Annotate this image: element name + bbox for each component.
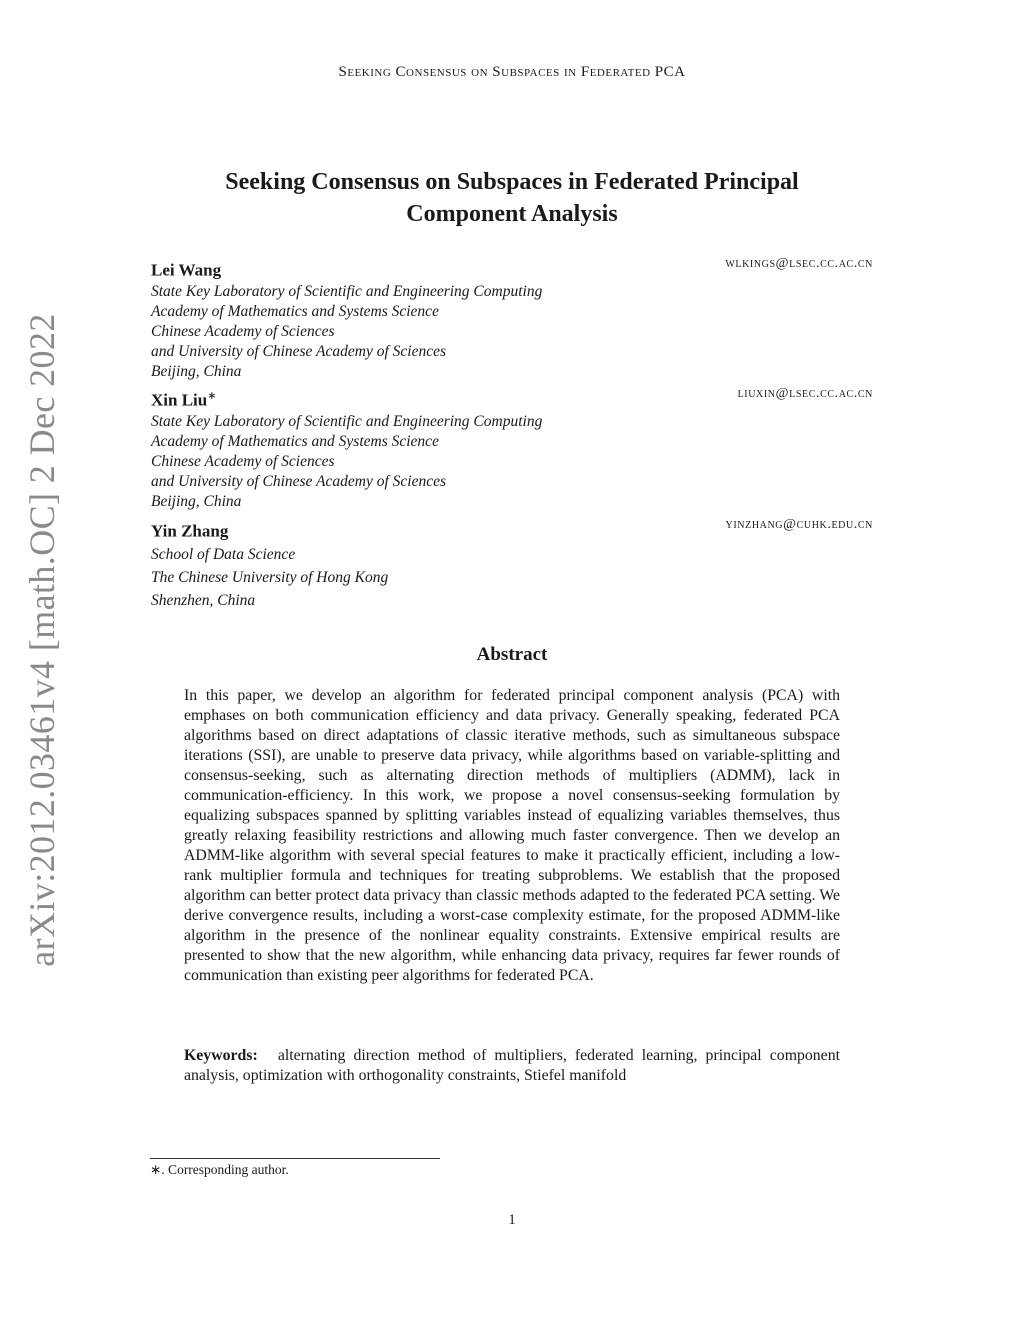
keywords-label: Keywords: [184, 1047, 258, 1064]
affiliation-line: and University of Chinese Academy of Sciences [151, 342, 446, 360]
corresponding-mark: ∗ [207, 390, 217, 402]
author-email: liuxin@lsec.cc.ac.cn [737, 386, 873, 401]
author-email: yinzhang@cuhk.edu.cn [725, 517, 873, 532]
affiliation-line: Beijing, China [151, 492, 242, 510]
affiliation-line: School of Data Science [151, 545, 296, 563]
author-block-2 [151, 385, 873, 512]
affiliation-line: State Key Laboratory of Scientific and Engineering Computing [151, 412, 543, 430]
affiliation-line: Academy of Mathematics and Systems Science [151, 432, 439, 450]
paper-title [150, 166, 874, 230]
affiliation-line: State Key Laboratory of Scientific and Engineering Computing [151, 282, 543, 300]
affiliation-line: Chinese Academy of Sciences [151, 322, 335, 340]
author-email: wlkings@lsec.cc.ac.cn [725, 256, 873, 271]
abstract-text: In this paper, we develop an algorithm for federated principal component analysis (PCA) with emphases on both communication efficiency and data privacy. Generally speaking, federated PCA algorithms based on direct adaptations of classic iterative methods, such as simultaneous subspace iterations (SSI), are unable to preserve data privacy, while algorithms based on variable-splitting and consensus-seeking, such as alternating direction methods of multipliers (ADMM), lack in communication-efficiency. In this work, we propose a novel consensus-seeking formulation by equalizing subspaces spanned by splitting variables instead of equalizing variables themselves, thus greatly relaxing feasibility restrictions and allowing much faster convergence. Then we develop an ADMM-like algorithm with several special features to make it practically efficient, including a low-rank multiplier formula and techniques for treating subproblems. We establish that the proposed algorithm can better protect data privacy than classic methods adapted to the federated PCA setting. We derive convergence results, including a worst-case complexity estimate, for the proposed ADMM-like algorithm in the presence of the nonlinear equality constraints. Extensive empirical results are presented to show that the new algorithm, while enhancing data privacy, requires far fewer rounds of communication than existing peer algorithms for federated PCA. [184, 687, 840, 984]
author-name: Xin Liu∗ [151, 390, 217, 410]
page-number: 1 [508, 1212, 516, 1228]
title-line-1: Seeking Consensus on Subspaces in Federated Principal [225, 169, 799, 195]
title-line-2: Component Analysis [406, 201, 618, 227]
affiliation-line: and University of Chinese Academy of Sciences [151, 472, 446, 490]
abstract-heading: Abstract [476, 644, 548, 665]
author-block-1 [151, 255, 873, 382]
affiliation-line: Academy of Mathematics and Systems Science [151, 302, 439, 320]
author-name: Yin Zhang [151, 521, 229, 541]
author-block-3 [151, 516, 873, 612]
affiliation-line: The Chinese University of Hong Kong [151, 568, 389, 586]
footnote: ∗. Corresponding author. [150, 1162, 289, 1177]
arxiv-identifier-stamp[interactable]: arXiv:2012.03461v4 [math.OC] 2 Dec 2022 [22, 313, 62, 967]
affiliation-line: Shenzhen, China [151, 591, 256, 609]
author-name: Lei Wang [151, 260, 222, 280]
keywords-text: alternating direction method of multipliers, federated learning, principal component analysis, optimization with orthogonality constraints, Stiefel manifold [184, 1047, 840, 1084]
keywords [184, 1046, 840, 1086]
affiliation-line: Beijing, China [151, 362, 242, 380]
footnote-divider [150, 1158, 440, 1159]
running-head: Seeking Consensus on Subspaces in Federated PCA [338, 64, 686, 80]
affiliation-line: Chinese Academy of Sciences [151, 452, 335, 470]
